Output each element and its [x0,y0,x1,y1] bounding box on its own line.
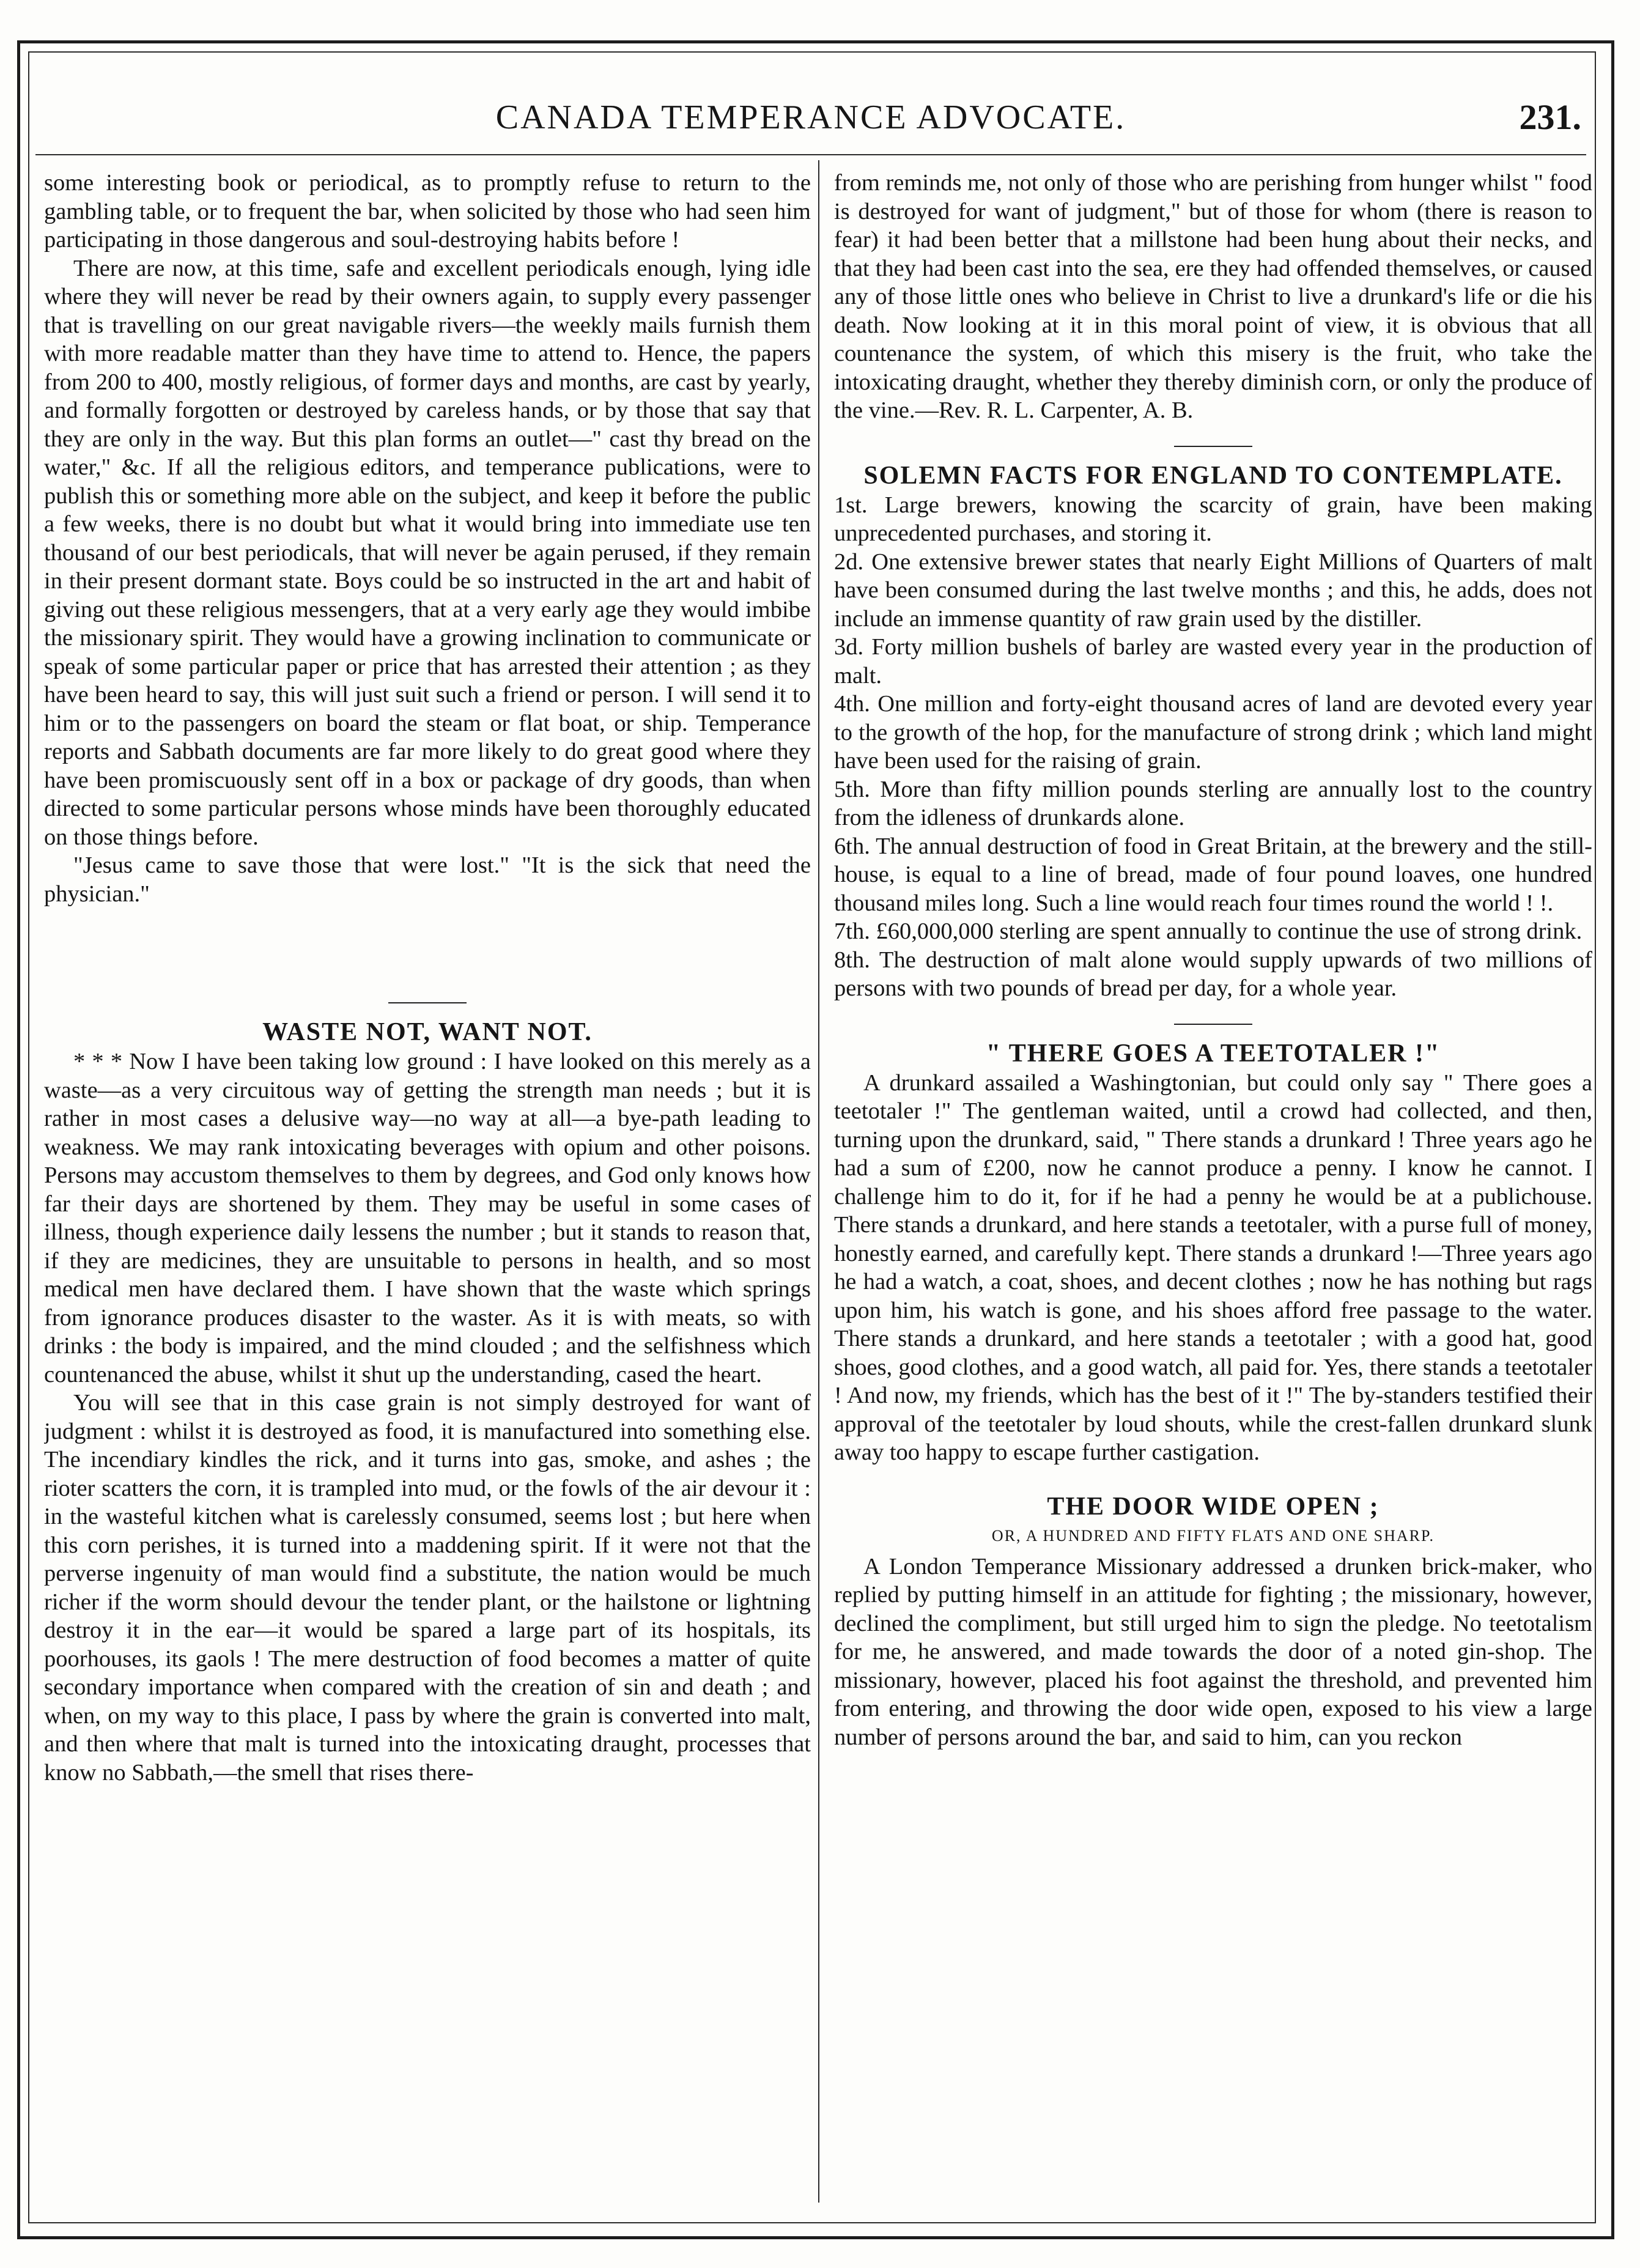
solemn-facts-heading: SOLEMN FACTS FOR ENGLAND TO CONTEMPLATE. [863,461,1563,490]
fact-item: 1st. Large brewers, knowing the scarcity of grain, have been making unprecedented purchases, and storing it. [834,492,1592,546]
running-head [35,93,1586,155]
door-wide-open-subheading: OR, A HUNDRED AND FIFTY FLATS AND ONE SHARP. [991,1526,1435,1545]
fact-item: 6th. The annual destruction of food in Great Britain, at the brewery and the still-house, is equal to a line of bread, made of four pound loaves, one hundred thousand miles long. Such a line would reach four times round the world ! !. [834,833,1592,916]
left-column [44,169,811,2199]
page-number: 231. [1519,97,1581,137]
fact-item: 5th. More than fifty million pounds sterling are annually lost to the country from the idleness of drunkards alone. [834,776,1592,830]
door-wide-open-heading: THE DOOR WIDE OPEN ; [1047,1492,1380,1521]
section-gap [44,908,811,981]
article-continuation-paragraph: from reminds me, not only of those who are perishing from hunger whilst " food is destroyed for want of judgment," but of those for whom (there is reason to fear) it had been better that a millstone had been hung about their necks, and that they had been cast into the sea, ere they had offended themselves, or caused any of those little ones who believe in Christ to live a drunkard's life or die his death. Now looking at it in this moral point of view, it is obvious that all countenance the system, of which this misery is the fruit, who take the intoxicating draught, whether they thereby diminish corn, or only the produce of the vine.—Rev. R. L. Carpenter, A. B. [834,170,1592,423]
column-divider [818,160,819,2203]
article-paragraph: You will see that in this case grain is not simply destroyed for want of judgment : whilst it is destroyed as food, it is manufactured into something else. The incendiary kindles the rick, and it turns into gas, smoke, and ashes ; the rioter scatters the corn, it is trampled into mud, or the fowls of the air devour it : in the wasteful kitchen what is carelessly consumed, seems lost ; but here when this corn perishes, it is turned into a maddening spirit. If it were not that the perverse ingenuity of man would find a substitute, the nation would be much richer if the worm should devour the tender plant, or the hailstone or lightning destroy it in the ear—it would be spared a large part of its hospitals, its poorhouses, its gaols ! The mere destruction of food becomes a matter of quite secondary importance when compared with the creation of sin and death ; and when, on my way to this place, I pass by where the grain is converted into malt, and then where that malt is turned into the intoxicating draught, processes that know no Sabbath,—the smell that rises there- [44,1390,811,1786]
section-rule [1174,446,1252,447]
fact-item: 3d. Forty million bushels of barley are wasted every year in the production of malt. [834,634,1592,689]
section-rule [388,1002,467,1003]
fact-item: 4th. One million and forty-eight thousand acres of land are devoted every year to the growth of the hop, for the manufacture of strong drink ; which land might have been used for the raising of grain. [834,691,1592,774]
article-paragraph: "Jesus came to save those that were lost." "It is the sick that need the physician." [44,852,811,907]
fact-item: 8th. The destruction of malt alone would supply upwards of two millions of persons with two pounds of bread per day, for a whole year. [834,947,1592,1001]
fact-item: 2d. One extensive brewer states that nearly Eight Millions of Quarters of malt have been consumed during the last twelve months ; and this, he adds, does not include an immense quantity of raw grain used by the distiller. [834,549,1592,632]
article-paragraph: There are now, at this time, safe and excellent periodicals enough, lying idle where they will never be read by their owners again, to supply every passenger that is travelling on our great navigable rivers—the weekly mails furnish them with more readable matter than they have time to attend to. Hence, the papers from 200 to 400, mostly religious, of former days and months, are cast by yearly, and formally forgotten or destroyed by careless hands, or by those that say that they are only in the way. But this plan forms an outlet—" cast thy bread on the water," &c. If all the religious editors, and temperance publications, were to publish this or something more able on the subject, and keep it before the public a few weeks, there is no doubt but what it would bring into immediate use ten thousand of our best periodicals, that will never be again perused, if they remain in their present dormant state. Boys could be so instructed in the art and habit of giving out these religious messengers, that at a very early age they would imbibe the missionary spirit. They would have a growing inclination to communicate or speak of some particular paper or price that has arrested their attention ; as they have been heard to say, this will just suit such a friend or person. I will send it to him or to the passengers on board the steam or flat boat, or ship. Temperance reports and Sabbath documents are far more likely to do great good where they have been promiscuously sent off in a box or package of dry goods, than when directed to some particular persons whose minds have been thoroughly educated on those things before. [44,255,811,850]
teetotaler-heading: " THERE GOES A TEETOTALER !" [986,1039,1441,1068]
section-gap [834,1467,1592,1491]
journal-title: CANADA TEMPERANCE ADVOCATE. [495,98,1126,136]
fact-item: 7th. £60,000,000 sterling are spent annually to continue the use of strong drink. [834,918,1583,944]
article-paragraph: * * * Now I have been taking low ground : I have looked on this merely as a waste—as a very circuitous way of getting the strength man needs ; but it is rather in most cases a delusive way—no way at all—a bye-path leading to weakness. We may rank intoxicating beverages with opium and other poisons. Persons may accustom themselves to them by degrees, and God only knows how far their days are shortened by them. They may be useful in some cases of illness, though experience daily lessens the number ; but it stands to reason that, if they are medicines, they are unsuitable to persons in health, and so most medical men have declared them. I have shown that the waste which springs from ignorance produces disaster to the waster. As it is with meats, so with drinks : the body is impaired, and the mind clouded ; and the selfishness which countenanced the abuse, whilst it shut up the understanding, cased the heart. [44,1049,811,1387]
article-paragraph: A London Temperance Missionary addressed a drunken brick-maker, who replied by putting himself in an attitude for fighting ; the missionary, however, declined the compliment, but still urged him to sign the pledge. No teetotalism for me, he answered, and made towards the door of a noted gin-shop. The missionary, however, placed his foot against the threshold, and prevented him from entering, and throwing the door wide open, exposed to his view a large number of persons around the bar, and said to him, can you reckon [834,1553,1592,1750]
article-paragraph: A drunkard assailed a Washingtonian, but could only say " There goes a teetotaler !" The gentleman waited, until a crowd had collected, and then, turning upon the drunkard, said, " There stands a drunkard ! Three years ago he had a sum of £200, now he cannot produce a penny. I know he cannot. I challenge him to do it, for if he had a penny he would be at a publichouse. There stands a drunkard, and here stands a teetotaler, with a purse full of money, honestly earned, and carefully kept. There stands a drunkard !—Three years ago he had a watch, a coat, shoes, and decent clothes ; now he has nothing but rags upon him, his watch is gone, and his shoes afford free passage to the water. There stands a drunkard, and here stands a teetotaler ; with a good hat, good shoes, good clothes, and a good watch, all paid for. Yes, there stands a teetotaler ! And now, my friends, which has the best of it !" The by-standers testified their approval of the teetotaler by loud shouts, while the crest-fallen drunkard slunk away too happy to escape further castigation. [834,1069,1592,1465]
article-continuation-paragraph: some interesting book or periodical, as to promptly refuse to return to the gambling table, or to frequent the bar, when solicited by those who had seen him participating in those dangerous and soul-destroying habits before ! [44,170,811,253]
section-rule [1174,1024,1252,1025]
right-column [834,169,1592,2199]
waste-not-heading: WASTE NOT, WANT NOT. [262,1018,593,1046]
